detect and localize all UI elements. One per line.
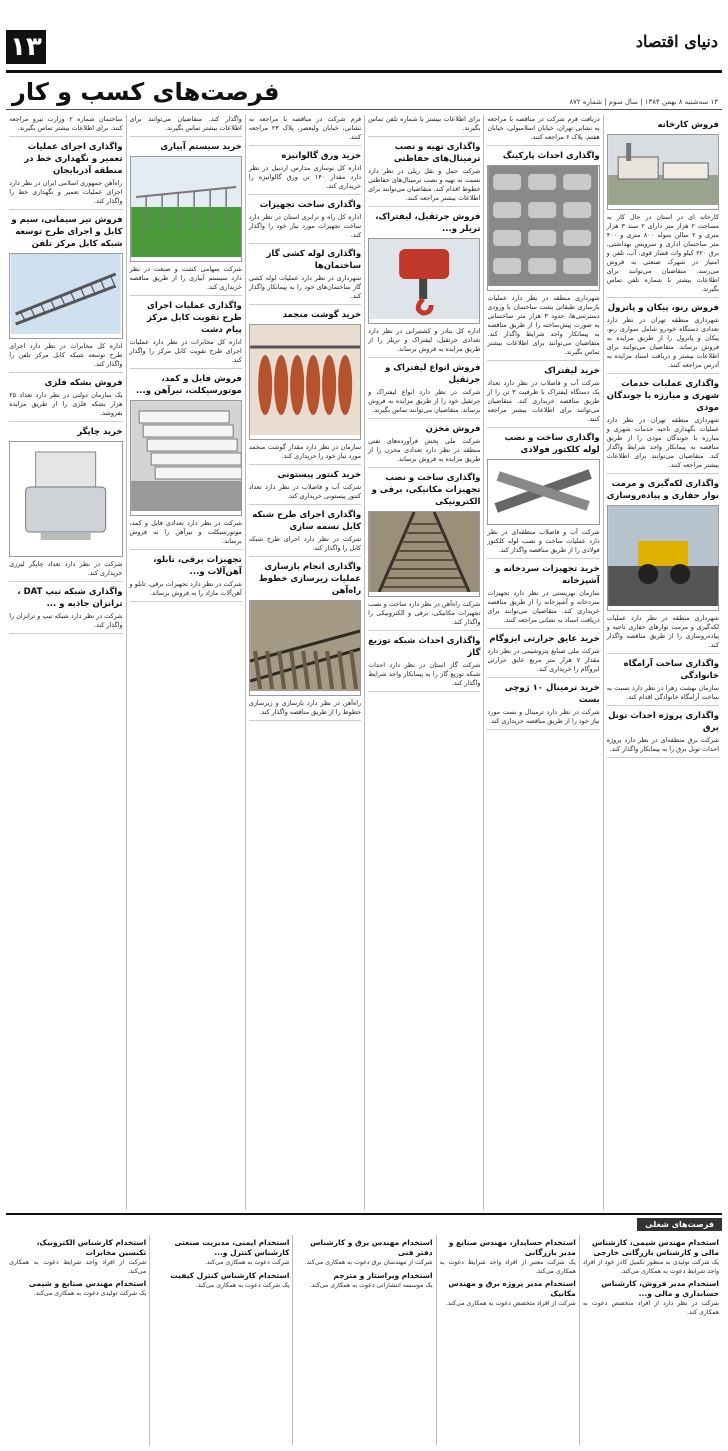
ad-item	[130, 115, 242, 137]
ad-title: واگذاری لوله کشی گاز ساختمان‌ها	[266, 249, 362, 271]
ad-body: سازمان بهشت زهرا در نظر دارد نسبت به ساخت آرامگاه خانوادگی اقدام کند.	[606, 684, 719, 701]
papers-photo	[130, 400, 242, 516]
divider	[9, 633, 122, 634]
ad-body: اداره کل نوسازی مدارس اردبیل در نظر دارد مقدار ۱۴۰ تن ورق گالوانیزه را خریداری کند.	[248, 164, 362, 190]
jobs-column	[292, 1235, 435, 1445]
ad-item	[249, 248, 361, 305]
ad-title: خرید عایق حرارتی ایزوگام	[489, 634, 600, 644]
ad-title: واگذاری تهیه و نصب ترمینال‌های حفاظتی	[393, 142, 481, 164]
ad-title: فروش کارخانه	[657, 120, 719, 130]
printer-photo	[9, 441, 122, 557]
ad-column	[364, 115, 483, 1210]
divider	[249, 504, 361, 505]
ad-item	[487, 432, 599, 559]
ad-title: واگذاری اجرای طرح شبکه کابل تسمه سازی	[252, 510, 362, 532]
ad-body: شرکت آب و فاضلاب در نظر دارد تعداد کنتور پیستونی خریداری کند.	[248, 483, 362, 500]
ad-item	[487, 633, 599, 678]
ad-title: واگذاری عملیات اجرای طرح تقویت کابل مرکز پیام دشت	[146, 301, 242, 335]
rails-photo	[368, 511, 480, 597]
jobs-column	[436, 1235, 579, 1445]
ad-item	[607, 710, 719, 758]
divider	[9, 209, 122, 210]
ad-title: خرید ترمینال ۱۰ ژوچی بست	[504, 683, 600, 705]
ad-body: شرکت در نظر دارد تعدادی فایل و کمد، موتورسیکلت و تیرآهن را به فروش برساند.	[129, 519, 242, 545]
job-body: شرکت از افراد متخصص دعوت به همکاری می‌کند.	[446, 1300, 576, 1307]
divider	[487, 427, 599, 428]
divider	[249, 464, 361, 465]
ad-body: شرکت برق منطقه‌ای در نظر دارد پروژه احداث تونل برق را به پیمانکار واگذار کند.	[606, 736, 719, 753]
ad-body: شرکت در نظر دارد شبکه تیپ و ترانزان را واگذار کند.	[9, 612, 123, 629]
ad-title: فروش تیر سیمانی، سیم و کابل و اجرای طرح توسعه شبکه کابل مرکز تلفن	[11, 215, 123, 249]
ad-title: واگذاری شبکه تیپ DAT ، ترانزان جاذبه و ...	[17, 587, 123, 609]
ad-body: شرکت در نظر دارد انواع لیفتراک و جرثقیل خود را از طریق مزایده به فروش برساند. متقاضیان می‌توانند تماس بگیرند.	[368, 388, 481, 414]
divider	[9, 581, 122, 582]
jobs-column	[579, 1235, 722, 1445]
ad-body: دریافت فرم شرکت در مناقصه با مراجعه به نشانی تهران، خیابان اسلامبولی، خیابان هفتم، پلاک ۶ مراجعه کنند.	[487, 115, 600, 141]
ad-title: خرید چاپگر	[77, 427, 123, 437]
ad-title: خرید سیستم آبیاری	[160, 142, 242, 152]
ad-body: اداره کل مخابرات در نظر دارد اجرای طرح توسعه شبکه کابل مرکز تلفن را واگذار کند.	[9, 342, 123, 368]
ad-title: واگذاری احداث پارکینگ	[502, 151, 600, 161]
divider	[487, 628, 599, 629]
ad-body: کارخانه ای در استان در حال کار به مساحت ۲ هزار متر دارای ۲ سند ۳ هزار متری و ۲ سالن سوله ۸۰۰ متری و ۴۰۰ متر ساختمان اداری و سرویس بهداشتی، برق ۲۲۰ کیلو وات فشار قوی، آب، تلفن و امتیاز در شهرک صنعتی به فروش می‌رسد. متقاضیان می‌توانند برای اطلاعات بیشتر با شماره تلفن تماس بگیرند.	[606, 213, 720, 293]
job-body: یک شرکت دعوت به همکاری می‌کند.	[195, 1281, 290, 1289]
ad-title: واگذاری اجرای عملیات تعمیر و نگهداری خط در منطقه آذربایجان	[24, 142, 123, 176]
ad-title: واگذاری ساخت تجهیزات	[259, 200, 362, 210]
ad-item	[249, 469, 361, 505]
ad-item	[487, 563, 599, 629]
divider	[368, 206, 480, 207]
divider	[368, 467, 480, 468]
ad-title: واگذاری ساخت آرامگاه خانوادگی	[623, 659, 719, 681]
divider	[249, 243, 361, 244]
ad-body: شرکت گاز استان در نظر دارد احداث شبکه توزیع گاز را به پیمانکار واجد شرایط واگذار کند.	[368, 661, 481, 687]
ad-body: شهرداری در نظر دارد عملیات لوله کشی گاز ساختمان‌های خود را به پیمانکار واگذار کند.	[248, 274, 362, 300]
ad-title: خرید ورق گالوانیزه	[281, 151, 362, 161]
page-title: فرصت‌های کسب و کار	[12, 78, 280, 106]
ad-body: شرکت در نظر دارد ترمینال و بست مورد نیاز خود را از طریق مناقصه خریداری کند.	[487, 708, 600, 725]
ad-column	[245, 115, 364, 1210]
job-title: استخدام ایمنی، مدیریت صنعتی کارشناس کنترل و...	[174, 1238, 290, 1257]
ad-title: واگذاری ساخت و نصب تجهیزات مکانیکی، برقی و الکترونیکی	[371, 473, 481, 507]
ad-body: ساختمان شماره ۲ وزارت نیرو مراجعه کنند. برای اطلاعات بیشتر تماس بگیرند.	[9, 115, 123, 132]
ad-body: شرکت حمل و نقل ریلی در نظر دارد نسبت به تهیه و نصب ترمینال‌های حفاظتی خطوط اقدام کند. متقاضیان می‌توانند برای اطلاعات بیشتر مراجعه کنند.	[368, 167, 481, 202]
ad-body: اداره کل راه و ترابری استان در نظر دارد ساخت تجهیزات مورد نیاز خود را واگذار کند.	[248, 213, 362, 239]
jobs-column	[6, 1235, 149, 1445]
divider	[487, 729, 599, 730]
jobs-section	[6, 1213, 722, 1445]
ad-item	[368, 115, 480, 137]
ad-body: اداره کل بنادر و کشتیرانی در نظر دارد تعدادی جرثقیل، لیفتراک و تریلر را از طریق مزایده به فروش برساند.	[368, 327, 481, 353]
job-body: یک موسسه انتشاراتی دعوت به همکاری می‌کند.	[309, 1281, 433, 1289]
truss-photo	[9, 253, 122, 339]
ad-body: شهرداری منطقه در نظر دارد عملیات لکه‌گیری و مرمت نوارهای حفاری ناحیه و پیاده‌روسازی را از طریق مناقصه واگذار کند.	[606, 614, 719, 649]
ad-item	[249, 561, 361, 721]
ad-body: برای اطلاعات بیشتر با شماره تلفن تماس بگیرند.	[368, 115, 481, 132]
ad-column	[6, 115, 125, 1210]
top-rule	[6, 70, 722, 73]
divider	[249, 194, 361, 195]
page-header	[0, 0, 728, 112]
ad-body: راه‌آهن جمهوری اسلامی ایران در نظر دارد اجرای عملیات تعمیر و نگهداری خط را واگذار کند.	[9, 179, 123, 205]
jobs-label: فرصت‌های شغلی	[637, 1218, 722, 1231]
divider	[249, 304, 361, 305]
ad-item	[368, 472, 480, 631]
divider	[9, 421, 122, 422]
factory-photo	[607, 134, 719, 210]
ad-item	[607, 302, 719, 374]
ad-item	[249, 199, 361, 244]
job-title: استخدام مهندس صنایع و شیمی	[28, 1279, 147, 1288]
ad-item	[249, 150, 361, 195]
ad-body: اداره کل مخابرات در نظر دارد عملیات اجرای طرح تقویت کابل مرکز را واگذار کند.	[129, 338, 242, 364]
ad-item	[9, 586, 122, 634]
date-line: ۱۳ سه‌شنبه ۸ بهمن ۱۳۸۴ | سال سوم | شماره ۸۷۲	[569, 98, 718, 106]
divider	[130, 601, 242, 602]
divider	[487, 145, 599, 146]
ad-body: شرکت آب و فاضلاب منطقه‌ای در نظر دارد عملیات ساخت و نصب لوله کلکتور فولادی را از طریق مناقصه واگذار کند.	[487, 528, 600, 554]
divider	[249, 145, 361, 146]
job-body: شرکت دعوت به همکاری می‌کند.	[204, 1259, 290, 1266]
divider	[487, 360, 599, 361]
job-title: استخدام کارشناس کنترل کیفیت	[170, 1270, 290, 1280]
ad-item	[487, 365, 599, 428]
ad-body: شرکت ملی صنایع پتروشیمی در نظر دارد مقدار ۷ هزار متر مربع عایق حرارتی ایزوگام را خریداری کند.	[487, 647, 600, 673]
ad-title: واگذاری ساخت و نصب لوله کلکتور فولادی	[504, 433, 600, 455]
ad-item	[368, 423, 480, 468]
roller-photo	[607, 505, 719, 611]
ad-body: شرکت سهامی کشت و صنعت در نظر دارد سیستم آبیاری را از طریق مناقصه خریداری کند.	[129, 265, 242, 291]
ad-body: شرکت در نظر دارد تجهیزات برقی، تابلو و آهن‌آلات مازاد را به فروش برساند.	[129, 580, 242, 597]
ad-title: واگذاری لکه‌گیری و مرمت نوار حفاری و پیاده‌روسازی	[606, 479, 719, 501]
ad-item	[368, 362, 480, 419]
job-body: شرکت در نظر دارد از افراد متخصص دعوت به همکاری کند.	[582, 1300, 719, 1316]
ad-column	[126, 115, 245, 1210]
ad-item	[368, 635, 480, 692]
ad-body: یک سازمان دولتی در نظر دارد تعداد ۲۵ هزار بشکه فلزی را از طریق مزایده بفروشد.	[9, 391, 123, 417]
divider	[368, 418, 480, 419]
ad-item	[487, 150, 599, 361]
divider	[9, 136, 122, 137]
ad-item	[130, 554, 242, 602]
divider	[368, 630, 480, 631]
ad-item	[368, 211, 480, 358]
ad-title: واگذاری عملیات خدمات شهری و مبارزه با جوندگان موذی	[606, 379, 719, 413]
job-title: استخدام مدیر فروش، کارشناس حسابداری و مالی و...	[601, 1279, 719, 1298]
divider	[607, 653, 719, 654]
ad-body: راه‌آهن در نظر دارد بازسازی و زیرسازی خطوط را از طریق مناقصه واگذار کند.	[248, 699, 362, 716]
ad-title: فروش مخزن	[425, 424, 481, 434]
pipes-photo	[487, 459, 599, 525]
ad-title: واگذاری پروژه احداث تونل برق	[608, 711, 719, 733]
ad-column	[603, 115, 722, 1210]
divider	[487, 558, 599, 559]
ad-title: فروش بشکه فلزی	[44, 378, 123, 388]
divider	[487, 677, 599, 678]
ad-item	[607, 378, 719, 474]
ad-title: واگذاری احداث شبکه توزیع گاز	[368, 636, 481, 658]
divider	[130, 368, 242, 369]
ad-item	[487, 682, 599, 730]
divider	[607, 705, 719, 706]
ad-column	[483, 115, 602, 1210]
ads-columns	[6, 115, 722, 1210]
divider	[607, 373, 719, 374]
ad-item	[249, 115, 361, 146]
ad-title: واگذاری انجام بازسازی عملیات زیرسازی خطوط راه‌آهن	[258, 562, 362, 596]
divider	[607, 473, 719, 474]
ad-item	[9, 377, 122, 422]
job-title: استخدام کارشناس الکترونیک، تکنسین مخابرات	[36, 1238, 147, 1257]
divider	[249, 720, 361, 721]
ad-title: تجهیزات برقی، تابلو، آهن‌آلات و...	[153, 555, 242, 577]
ad-body: سازمان بهزیستی در نظر دارد تجهیزات سردخانه و آشپزخانه را از طریق مناقصه خریداری کند. متقاضیان می‌توانند برای دریافت اسناد به نشانی مراجعه کنند.	[487, 589, 600, 624]
ad-title: خرید لیفتراک	[544, 366, 600, 376]
ad-item	[130, 141, 242, 296]
ad-title: فروش رنو، پیکان و پاترول	[607, 303, 719, 313]
ad-item	[607, 119, 719, 298]
newspaper-logo: دنیای اقتصاد	[635, 32, 718, 51]
job-body: یک شرکت معتبر از افراد واجد شرایط دعوت به همکاری می‌کند.	[439, 1259, 576, 1275]
jobs-column	[149, 1235, 292, 1445]
ad-item	[9, 141, 122, 210]
job-body: شرکت از افراد واجد شرایط دعوت به همکاری می‌کند.	[9, 1259, 147, 1275]
ad-item	[368, 141, 480, 207]
ad-item	[607, 658, 719, 706]
ad-body: شهرداری منطقه تهران در نظر دارد عملیات نگهداری ناحیه خدمات شهری و مبارزه با جوندگان موذی را از طریق مناقصه به پیمانکار واجد شرایط واگذار کند. متقاضیان می‌توانند برای اطلاعات بیشتر مراجعه کنند.	[606, 416, 719, 469]
divider	[607, 757, 719, 758]
ad-title: فروش فایل و کمد، موتورسیکلت، تیرآهن و...	[136, 374, 242, 396]
divider	[130, 136, 242, 137]
sub-rule	[6, 109, 722, 110]
divider	[368, 357, 480, 358]
irrigation-photo	[130, 156, 242, 262]
ad-item	[249, 309, 361, 465]
ad-body: شرکت راه‌آهن در نظر دارد ساخت و نصب تجهیزات مکانیکی، برقی و الکترونیکی را واگذار کند.	[368, 600, 481, 626]
divider	[607, 297, 719, 298]
ad-item	[9, 426, 122, 582]
crane-photo	[368, 238, 480, 324]
ad-body: شهرداری منطقه در نظر دارد عملیات بازسازی طبقاتی پشت ساختمان با ورودی دسترسی‌ها، حدود ۳ هزار متر ساختمانی به صورت پیش‌ساخته را از طریق مناقصه به پیمانکار واجد شرایط واگذار کند. متقاضیان می‌توانند برای اطلاعات بیشتر تماس بگیرند.	[487, 294, 600, 356]
divider	[249, 556, 361, 557]
ad-title: فروش انواع لیفتراک و جرثقیل	[385, 363, 481, 385]
job-body: یک شرکت تولیدی به منظور تکمیل کادر خود از افراد واجد شرایط دعوت به همکاری می‌کند.	[582, 1259, 719, 1275]
ad-body: شرکت در نظر دارد اجرای طرح شبکه کابل را واگذار کند.	[248, 535, 362, 552]
job-title: استخدام مهندس شیمی، کارشناس مالی و کارشناس بازرگانی خارجی	[592, 1238, 719, 1257]
jobs-columns	[6, 1235, 722, 1445]
ad-item	[9, 214, 122, 373]
divider	[130, 295, 242, 296]
divider	[368, 691, 480, 692]
ad-item	[9, 115, 122, 137]
track-photo	[249, 600, 361, 696]
divider	[130, 549, 242, 550]
ad-body: شرکت آب و فاضلاب در نظر دارد تعداد یک دستگاه لیفتراک با ظرفیت ۳ تن را از طریق مناقصه خریداری کند. متقاضیان می‌توانند برای اطلاعات بیشتر مراجعه کنند.	[487, 379, 600, 423]
ad-body: شرکت ملی پخش فرآورده‌های نفتی منطقه در نظر دارد تعدادی مخزن را از طریق مزایده به فروش برساند.	[368, 437, 481, 463]
ad-body: فرم شرکت در مناقصه با مراجعه به نشانی، خیابان ولیعصر، پلاک ۲۳ مراجعه کنند.	[248, 115, 362, 141]
divider	[9, 372, 122, 373]
ad-body: شهرداری منطقه تهران در نظر دارد تعدادی دستگاه خودرو شامل سواری رنو، پیکان و پاترول را از طریق مزایده به فروش برساند. متقاضیان می‌توانند برای اطلاعات بیشتر و دریافت اسناد مزایده به آدرس مراجعه کنند.	[606, 316, 719, 369]
ad-title: فروش جرثقیل، لیفتراک، تریلر و...	[375, 212, 481, 234]
cars-photo	[487, 165, 599, 291]
ad-title: خرید گوشت منجمد	[282, 310, 362, 320]
job-title: استخدام مهندس برق و کارشناس دفتر فنی	[310, 1238, 433, 1257]
divider	[368, 136, 480, 137]
job-body: یک شرکت تولیدی دعوت به همکاری می‌کند.	[33, 1290, 147, 1297]
job-title: استخدام مدیر پروژه برق و مهندس مکانیک	[448, 1279, 576, 1298]
ad-body: واگذار کند. متقاضیان می‌توانند برای اطلاعات بیشتر تماس بگیرند.	[129, 115, 242, 132]
job-title: استخدام حسابدار، مهندس صنایع و مدیر بازرگانی	[448, 1238, 576, 1257]
ad-body: سازمان در نظر دارد مقدار گوشت منجمد مورد نیاز خود را خریداری کند.	[248, 443, 362, 460]
job-title: استخدام ویراستار و مترجم	[333, 1270, 433, 1280]
meat-photo	[249, 324, 361, 440]
ad-title: خرید کنتور پیستونی	[277, 470, 362, 480]
ad-item	[130, 373, 242, 550]
ad-item	[607, 478, 719, 654]
ad-item	[130, 300, 242, 369]
ad-item	[487, 115, 599, 146]
job-body: شرکت از مهندسان برق دعوت به همکاری می‌کند.	[304, 1259, 433, 1266]
ad-item	[249, 509, 361, 557]
page-number: ۱۳	[6, 30, 46, 64]
ad-body: شرکت در نظر دارد تعداد چاپگر لیزری خریداری کند.	[9, 560, 123, 577]
ad-title: خرید تجهیزات سردخانه و آشپزخانه	[495, 564, 600, 586]
